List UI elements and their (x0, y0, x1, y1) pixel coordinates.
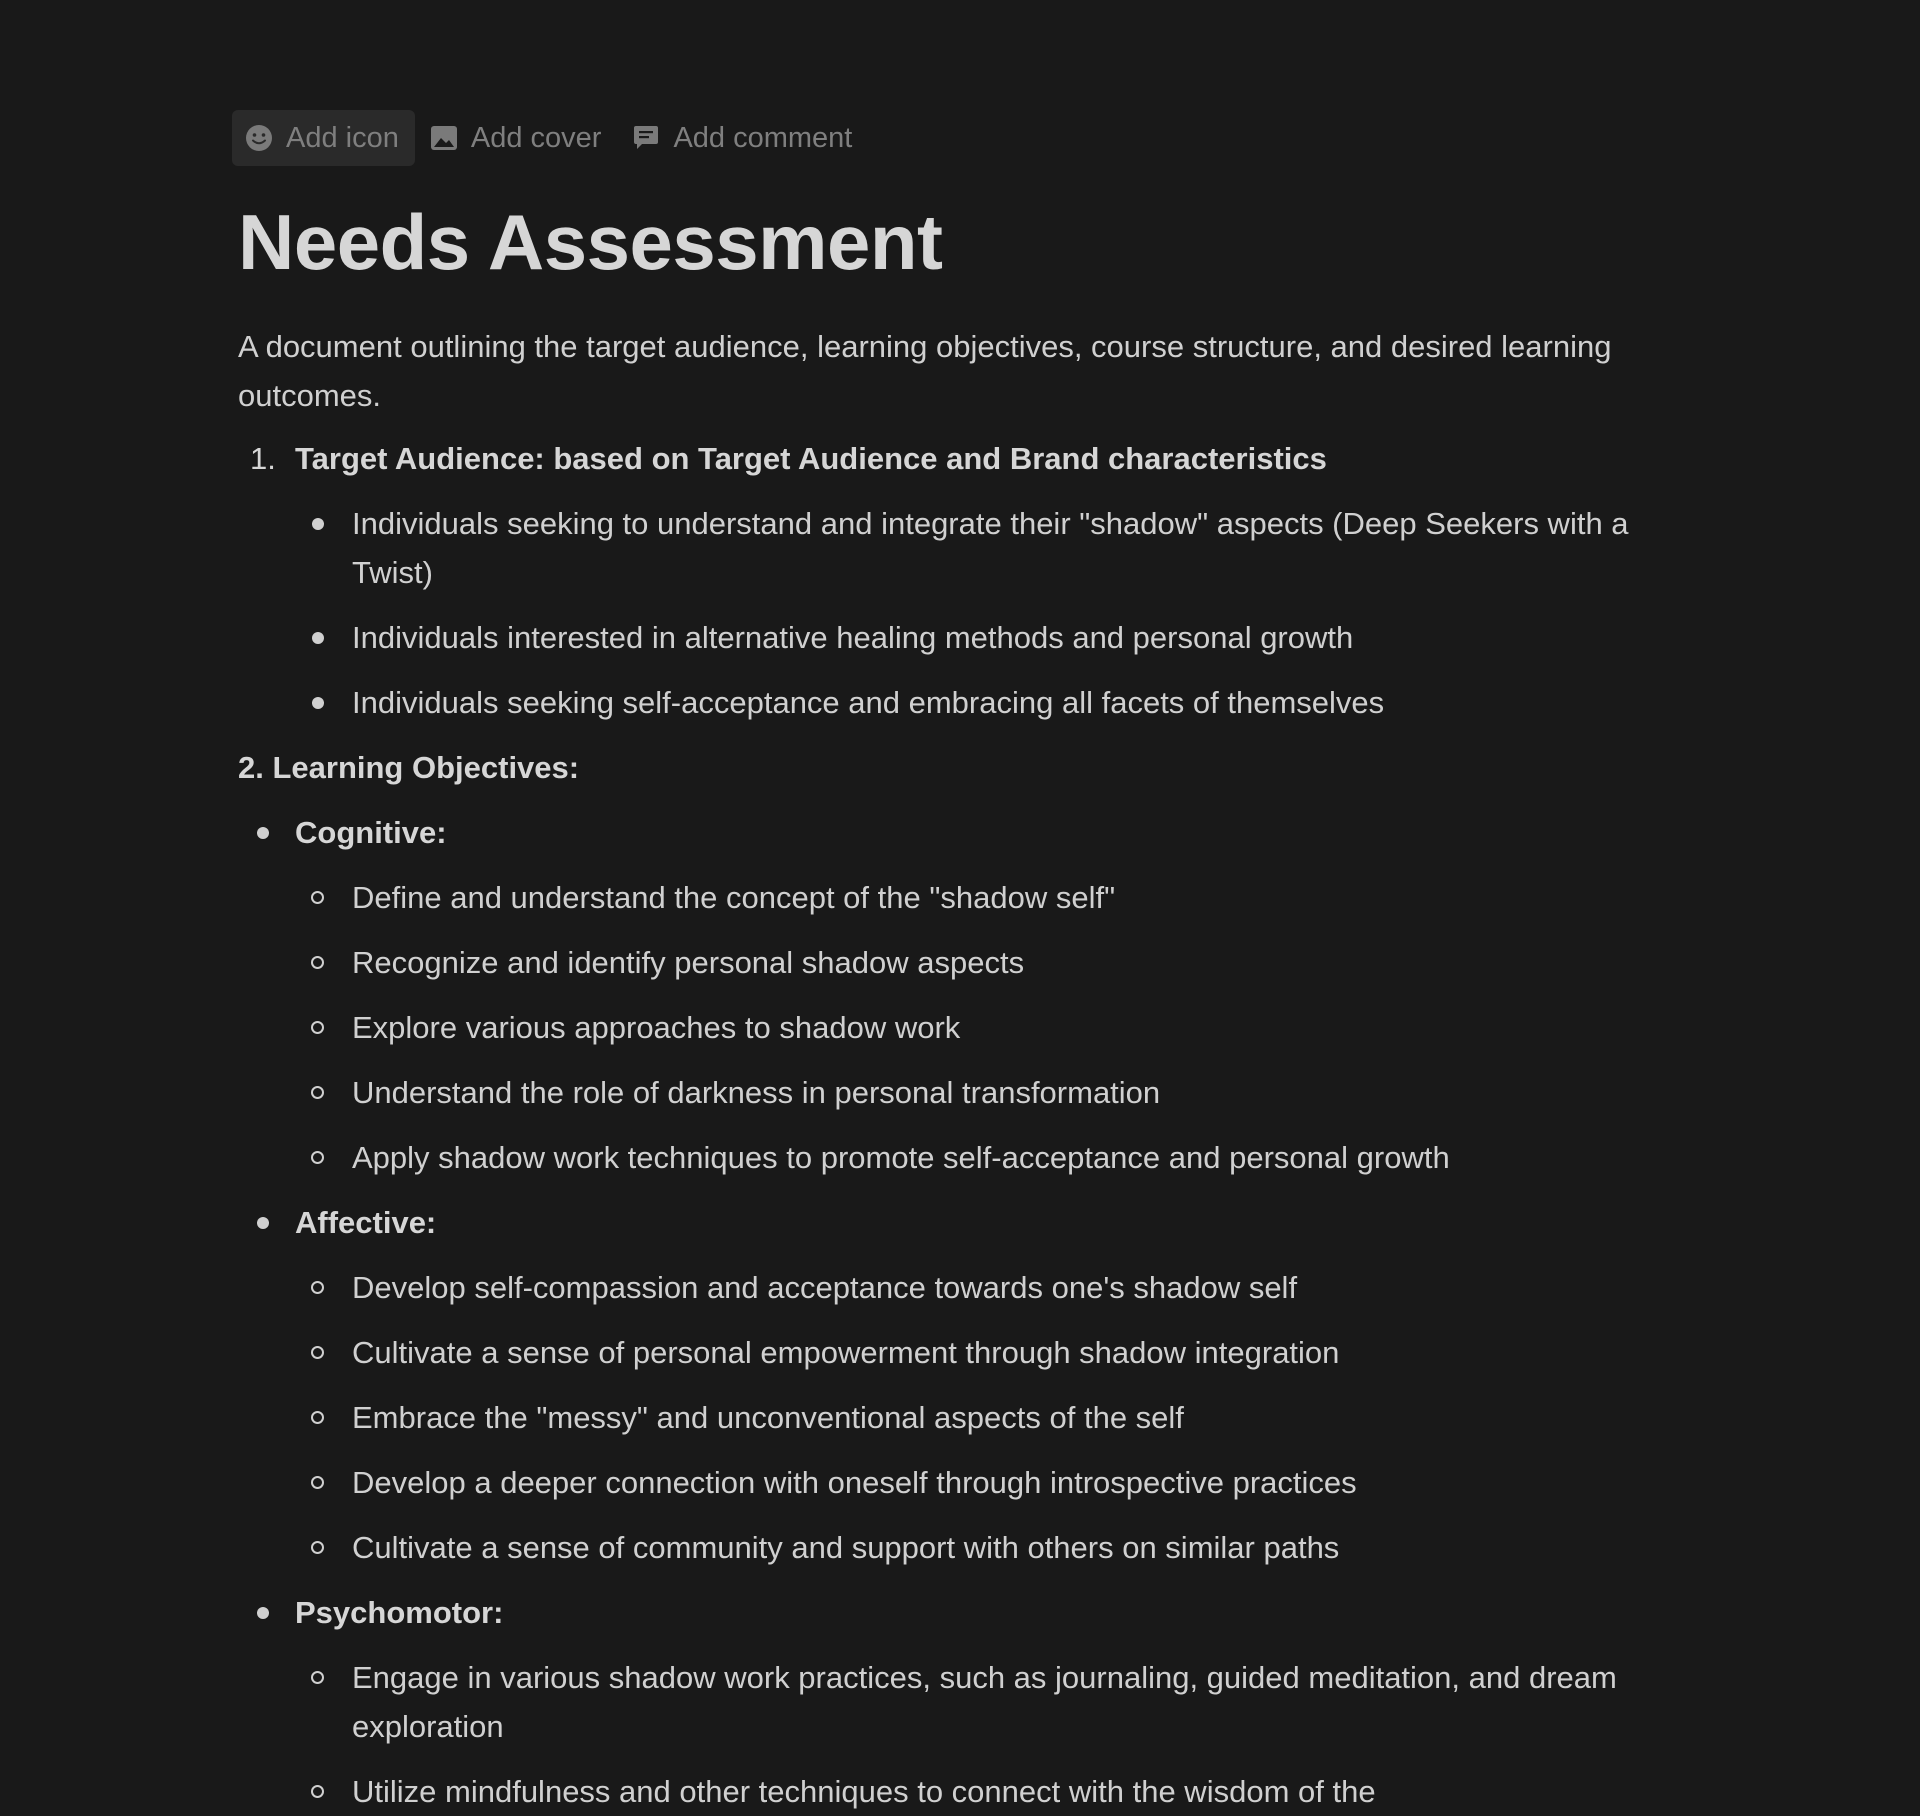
bullet-dot (257, 1607, 269, 1619)
bullet-circle (311, 1281, 324, 1294)
list-item-text: Engage in various shadow work practices, such as journaling, guided meditation, and dream exploration (352, 1660, 1617, 1744)
page-title[interactable]: Needs Assessment (238, 198, 943, 286)
list-item[interactable] (295, 808, 1652, 857)
section-heading[interactable]: 2. Learning Objectives: (238, 750, 580, 785)
bullet-dot (257, 827, 269, 839)
list-item[interactable] (352, 1393, 1662, 1442)
add-comment-label: Add comment (673, 121, 853, 154)
bullet-circle (311, 1411, 324, 1424)
list-item[interactable] (352, 1003, 1662, 1052)
numbered-list-item[interactable] (238, 434, 1652, 483)
smiley-icon (244, 123, 274, 153)
bullet-circle (311, 1021, 324, 1034)
list-item[interactable] (352, 1133, 1662, 1182)
page-description[interactable]: A document outlining the target audience, learning objectives, course structure, and desired learning outcomes. (238, 329, 1612, 413)
list-item-text: Cognitive: (295, 815, 447, 850)
comment-icon (631, 123, 661, 153)
bullet-dot (312, 518, 324, 530)
list-item[interactable] (352, 1263, 1662, 1312)
list-item[interactable] (352, 499, 1662, 597)
list-item[interactable] (352, 938, 1662, 987)
list-item[interactable] (352, 1068, 1662, 1117)
list-item-text: Utilize mindfulness and other techniques to connect with the wisdom of the (352, 1774, 1376, 1809)
list-item[interactable] (295, 1588, 1652, 1637)
bullet-dot (312, 632, 324, 644)
section-heading: Target Audience: based on Target Audience and Brand characteristics (295, 441, 1327, 476)
bullet-circle (311, 1671, 324, 1684)
list-item-text: Develop self-compassion and acceptance towards one's shadow self (352, 1270, 1298, 1305)
list-item[interactable] (352, 613, 1662, 662)
bullet-circle (311, 1151, 324, 1164)
bullet-circle (311, 1785, 324, 1798)
add-icon-label: Add icon (286, 121, 399, 154)
list-item[interactable] (352, 678, 1662, 727)
image-icon (429, 123, 459, 153)
bullet-dot (257, 1217, 269, 1229)
list-item-text: Cultivate a sense of community and support with others on similar paths (352, 1530, 1340, 1565)
add-cover-label: Add cover (470, 121, 602, 154)
list-item-text: Individuals seeking to understand and integrate their "shadow" aspects (Deep Seekers with a Twist) (352, 506, 1629, 590)
bullet-circle (311, 1346, 324, 1359)
add-icon-button[interactable] (232, 110, 415, 166)
list-item-text: Explore various approaches to shadow work (352, 1010, 961, 1045)
bullet-dot (312, 697, 324, 709)
list-item[interactable] (352, 873, 1662, 922)
add-comment-button[interactable] (619, 110, 868, 166)
list-item[interactable] (295, 1198, 1652, 1247)
list-item-text: Individuals interested in alternative healing methods and personal growth (352, 620, 1354, 655)
list-item-text: Recognize and identify personal shadow aspects (352, 945, 1025, 980)
list-number: 1. (250, 441, 276, 476)
list-item[interactable] (352, 1767, 1662, 1816)
list-item-text: Individuals seeking self-acceptance and embracing all facets of themselves (352, 685, 1385, 720)
bullet-circle (311, 1541, 324, 1554)
bullet-circle (311, 1476, 324, 1489)
list-item-text: Affective: (295, 1205, 437, 1240)
list-item-text: Embrace the "messy" and unconventional aspects of the self (352, 1400, 1184, 1435)
list-item[interactable] (352, 1653, 1662, 1751)
list-item-text: Apply shadow work techniques to promote self-acceptance and personal growth (352, 1140, 1450, 1175)
list-item[interactable] (352, 1523, 1662, 1572)
bullet-circle (311, 891, 324, 904)
add-cover-button[interactable] (417, 110, 618, 166)
list-item-text: Psychomotor: (295, 1595, 504, 1630)
bullet-circle (311, 1086, 324, 1099)
list-item[interactable] (352, 1328, 1662, 1377)
page-controls (232, 110, 1652, 166)
list-item-text: Understand the role of darkness in personal transformation (352, 1075, 1161, 1110)
list-item-text: Define and understand the concept of the "shadow self" (352, 880, 1116, 915)
list-item-text: Develop a deeper connection with oneself through introspective practices (352, 1465, 1357, 1500)
bullet-circle (311, 956, 324, 969)
list-item-text: Cultivate a sense of personal empowerment through shadow integration (352, 1335, 1340, 1370)
list-item[interactable] (352, 1458, 1662, 1507)
page-content (232, 110, 1652, 1816)
